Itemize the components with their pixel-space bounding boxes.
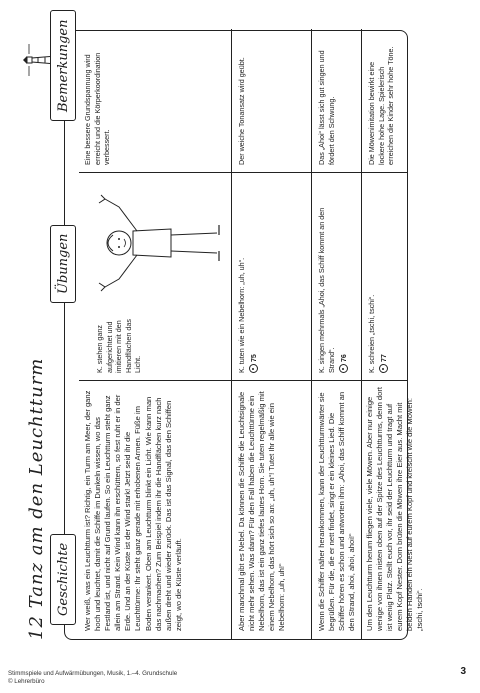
- track-marker: [249, 354, 260, 373]
- note-text: Eine bessere Grundspannung wird erreicht und die Körperkoordination verbessert.: [83, 52, 112, 165]
- footer-line: Stimmspiele und Aufwärmübungen, Musik, 1.–4. Grundschule: [8, 670, 178, 677]
- cd-icon: [379, 364, 388, 373]
- cd-icon: [339, 364, 348, 373]
- exercise-text: K. singen mehrmals „Ahoi, das Schiff kommt an den Strand“.: [317, 207, 336, 373]
- exercise-text: K. tuten wie ein Nebelhorn: „uh, uh“.: [237, 257, 246, 373]
- story-text: Wenn die Schiffer näher herankommen, kann der Leuchtturmwärter sie begrüßen. Für die, die er nett findet, singt er ein kleines Lied. Die Schiffer hören es schon und antworten ihm: „Ahoi, das Schiff kommt an den Strand, ahoi, ahoi, ahoi!“: [317, 391, 357, 631]
- row-divider: [361, 29, 362, 639]
- story-text: Wer weiß, was ein Leuchtturm ist? Richtig, ein Turm am Meer, der ganz hoch und leuchtet, damit die Schiffe im Dunkeln wissen, wo das Festland ist, und nicht auf Grund laufen. So ein Leuchtturm steht ganz allein am Strand. Kein Wind kann ihn erschüttern, so fest ruht er in der Erde. Und an der Küste ist der Wind stark! Jetzt seid ihr die Leuchttürme: Ihr steht ganz gerade mit erhobenen Armen. Füße im Boden verankert. Oben am Leuchtturm blinkt ein Licht. Wie kann man das nachmachen? Zum Beispiel indem ihr die Handflächen kurz nach außen dreht und wieder zurück. Das ist das Signal, das den Schiffen zeigt, wo die Küste verläuft.: [83, 390, 183, 631]
- track-marker: [339, 354, 350, 373]
- exercise-text: K. stehen ganz aufgerichtet und imitieren mit den Handflächen das Licht.: [95, 319, 143, 373]
- column-header-uebungen: Übungen: [50, 225, 76, 303]
- column-header-bemerkungen: Bemerkungen: [50, 11, 76, 122]
- story-text: Aber manchmal gibt es Nebel. Da können die Schiffe die Leuchtsignale nicht mehr sehen. Was dann? Für den Fall haben die Leuchttürme ein Nebelhorn, das ist ein ganz tiefes lautes Horn. Sie tuten regelmäßig mit einem Nebelhorn, das hört sich so an: „uh, uh“! Tutet Ihr alle wie ein Nebelhorn: „uh, uh!“: [237, 391, 287, 631]
- cd-icon: [249, 364, 258, 373]
- footer: [8, 670, 478, 690]
- column-header-geschichte: Geschichte: [50, 534, 76, 625]
- row-divider: [231, 29, 232, 639]
- note-text: Das „Ahoi“ lässt sich gut singen und fördert den Schwung.: [317, 50, 336, 165]
- column-divider: [79, 172, 407, 173]
- exercise-text: K. schreien „tschi, tschi“.: [367, 294, 376, 373]
- worksheet-table: [55, 19, 425, 640]
- note-text: Der weiche Tonansatz wird geübt.: [237, 57, 246, 165]
- child-figure-icon: [89, 177, 227, 309]
- story-text: Um den Leuchtturm herum fliegen viele, viele Möwen. Aber nur einige wenige von ihnen nisten oben auf der Spitze des Leuchtturms, denn dort ist wenig Platz. Stellt euch vor, ihr seid der Leuchtturm und tragt auf eurem Kopf Nester. Dorn brüten die Möwen ihre Eier aus. Macht mit beiden Händen ein Nest auf eurem Kopf und kreischt wie die Möwen: „tschi, tschi“.: [365, 386, 425, 631]
- track-marker: [379, 354, 390, 373]
- column-divider: [79, 380, 407, 381]
- page-title: 12 Tanz am den Leuchtturm: [26, 357, 47, 640]
- row-divider: [311, 29, 312, 639]
- track-number: 76: [341, 354, 348, 362]
- page-number: 3: [460, 666, 466, 677]
- track-number: 75: [251, 354, 258, 362]
- footer-copyright: © Lehrerbüro: [8, 677, 45, 685]
- note-text: Die Möwenimitation bewirkt eine lockere hohe Lage. Spielerisch erreichen die Kinder sehr hohe Töne.: [367, 46, 396, 165]
- rotated-worksheet: [20, 19, 425, 640]
- track-number: 77: [381, 354, 388, 362]
